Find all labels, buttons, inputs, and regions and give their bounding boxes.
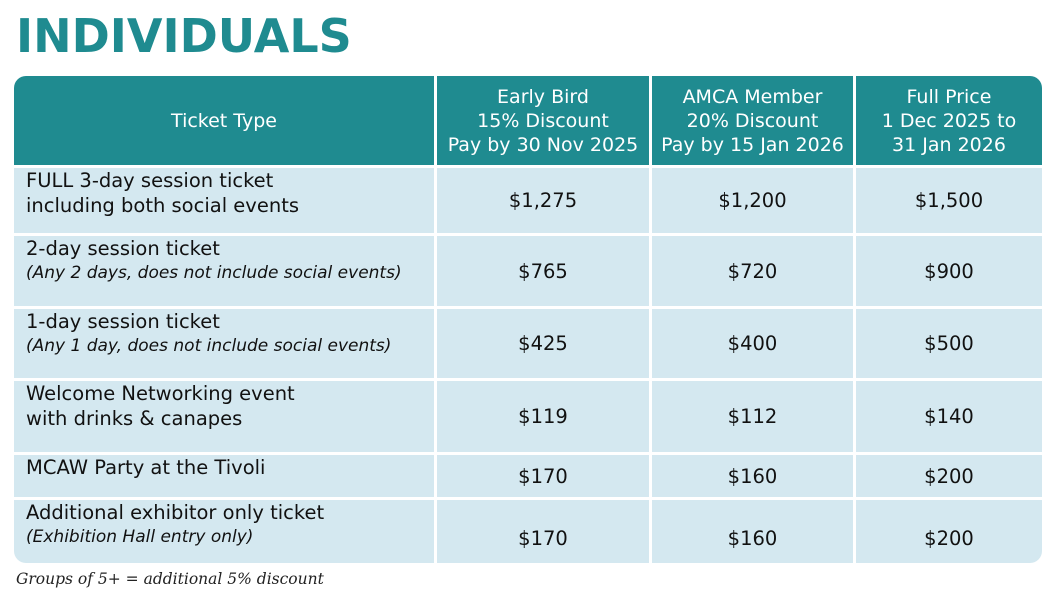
early-bird-price: $1,275 <box>437 168 649 233</box>
full-price: $900 <box>856 236 1042 306</box>
ticket-name: FULL 3-day session ticket <box>26 169 274 192</box>
header-full-price-line2: 1 Dec 2025 to <box>881 109 1017 132</box>
header-full-price <box>856 76 1042 165</box>
pricing-table <box>14 76 1042 563</box>
early-bird-price: $170 <box>437 455 649 497</box>
early-bird-price: $119 <box>437 381 649 452</box>
header-amca-member-line3: Pay by 15 Jan 2026 <box>661 133 844 156</box>
header-early-bird-line2: 15% Discount <box>477 109 609 132</box>
member-price: $400 <box>652 309 853 378</box>
ticket-name: Additional exhibitor only ticket <box>26 501 325 524</box>
ticket-type-cell <box>14 309 434 378</box>
ticket-detail: (Exhibition Hall entry only) <box>26 527 254 547</box>
ticket-type-cell <box>14 381 434 452</box>
header-early-bird <box>437 76 649 165</box>
header-full-price-line1: Full Price <box>906 85 992 108</box>
ticket-type-cell <box>14 168 434 233</box>
member-price: $160 <box>652 500 853 563</box>
full-price: $140 <box>856 381 1042 452</box>
ticket-name: 2-day session ticket <box>26 237 220 260</box>
full-price: $200 <box>856 455 1042 497</box>
ticket-detail: (Any 2 days, does not include social events) <box>26 263 402 283</box>
ticket-type-cell <box>14 500 434 563</box>
ticket-detail: (Any 1 day, does not include social events) <box>26 336 392 356</box>
ticket-name: Welcome Networking event <box>26 382 295 405</box>
ticket-type-cell <box>14 455 434 497</box>
header-amca-member <box>652 76 853 165</box>
ticket-detail: including both social events <box>26 194 300 217</box>
ticket-name: 1-day session ticket <box>26 310 220 333</box>
full-price: $500 <box>856 309 1042 378</box>
header-ticket-type <box>14 76 434 165</box>
header-amca-member-line2: 20% Discount <box>686 109 819 132</box>
header-early-bird-line3: Pay by 30 Nov 2025 <box>447 133 639 156</box>
full-price: $200 <box>856 500 1042 563</box>
header-amca-member-line1: AMCA Member <box>682 85 823 108</box>
header-ticket-type-label: Ticket Type <box>171 109 277 132</box>
page-title: INDIVIDUALS <box>16 9 352 63</box>
member-price: $720 <box>652 236 853 306</box>
ticket-type-cell <box>14 236 434 306</box>
full-price: $1,500 <box>856 168 1042 233</box>
early-bird-price: $425 <box>437 309 649 378</box>
ticket-detail: with drinks & canapes <box>26 407 243 430</box>
member-price: $1,200 <box>652 168 853 233</box>
member-price: $112 <box>652 381 853 452</box>
member-price: $160 <box>652 455 853 497</box>
header-full-price-line3: 31 Jan 2026 <box>892 133 1006 156</box>
header-early-bird-line1: Early Bird <box>497 85 589 108</box>
early-bird-price: $170 <box>437 500 649 563</box>
group-discount-note: Groups of 5+ = additional 5% discount <box>16 570 324 588</box>
early-bird-price: $765 <box>437 236 649 306</box>
ticket-name: MCAW Party at the Tivoli <box>26 456 266 479</box>
